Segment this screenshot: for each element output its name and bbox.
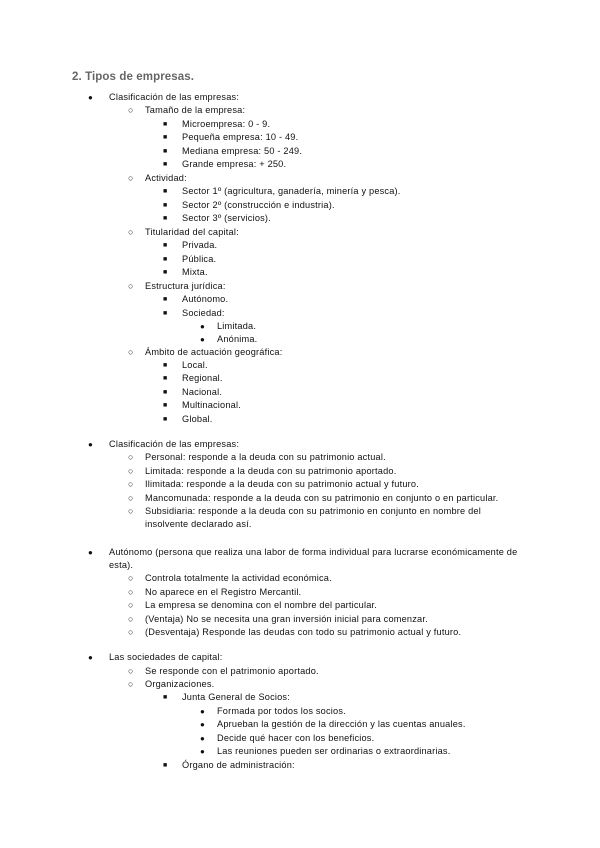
circle-bullet-icon: ○	[128, 227, 134, 237]
disc-bullet-icon: ●	[88, 548, 93, 557]
page-title: 2. Tipos de empresas.	[72, 71, 195, 83]
list-item: Local.	[182, 360, 208, 370]
section-4-label: Las sociedades de capital:	[109, 652, 223, 662]
circle-bullet-icon: ○	[128, 627, 134, 637]
disc-bullet-icon: ●	[200, 720, 205, 729]
circle-bullet-icon: ○	[128, 105, 134, 115]
circle-bullet-icon: ○	[128, 600, 134, 610]
list-item: (Ventaja) No se necesita una gran inversión inicial para comenzar.	[145, 614, 428, 624]
list-item: No aparece en el Registro Mercantil.	[145, 587, 302, 597]
list-item: Autónomo.	[182, 294, 229, 304]
square-bullet-icon: ■	[163, 161, 168, 168]
list-item: (Desventaja) Responde las deudas con todo su patrimonio actual y futuro.	[145, 627, 462, 637]
square-bullet-icon: ■	[163, 310, 168, 317]
square-bullet-icon: ■	[163, 256, 168, 263]
section-1-label: Clasificación de las empresas:	[109, 92, 240, 102]
circle-bullet-icon: ○	[128, 452, 134, 462]
list-item: Anónima.	[217, 334, 258, 344]
list-item: Las reuniones pueden ser ordinarias o extraordinarias.	[217, 746, 451, 756]
list-item: Nacional.	[182, 387, 223, 397]
square-bullet-icon: ■	[163, 694, 168, 701]
square-bullet-icon: ■	[163, 416, 168, 423]
section-3-label: Autónomo (persona que realiza una labor de forma individual para lucrarse económicamente de esta).	[109, 547, 518, 570]
disc-bullet-icon: ●	[200, 747, 205, 756]
circle-bullet-icon: ○	[128, 466, 134, 476]
list-item: Limitada: responde a la deuda con su patrimonio aportado.	[145, 466, 397, 476]
circle-bullet-icon: ○	[128, 493, 134, 503]
list-item: Pública.	[182, 254, 217, 264]
group-label: Tamaño de la empresa:	[145, 105, 246, 115]
list-item: Junta General de Socios:	[182, 692, 290, 702]
list-item: Mixta.	[182, 267, 208, 277]
square-bullet-icon: ■	[163, 362, 168, 369]
circle-bullet-icon: ○	[128, 281, 134, 291]
circle-bullet-icon: ○	[128, 173, 134, 183]
square-bullet-icon: ■	[163, 202, 168, 209]
circle-bullet-icon: ○	[128, 679, 134, 689]
list-item: Grande empresa: + 250.	[182, 159, 287, 169]
list-item: Sector 1º (agricultura, ganadería, minería y pesca).	[182, 186, 401, 196]
list-item: Microempresa: 0 - 9.	[182, 119, 271, 129]
disc-bullet-icon: ●	[88, 93, 93, 102]
list-item: Formada por todos los socios.	[217, 706, 346, 716]
disc-bullet-icon: ●	[88, 653, 93, 662]
list-item: Limitada.	[217, 321, 257, 331]
list-item: Privada.	[182, 240, 218, 250]
list-item: Sociedad:	[182, 308, 225, 318]
list-item: Regional.	[182, 373, 223, 383]
group-label: Ámbito de actuación geográfica:	[145, 347, 283, 357]
circle-bullet-icon: ○	[128, 506, 134, 516]
square-bullet-icon: ■	[163, 389, 168, 396]
list-item: Mediana empresa: 50 - 249.	[182, 146, 303, 156]
list-item: Aprueban la gestión de la dirección y las cuentas anuales.	[217, 719, 466, 729]
disc-bullet-icon: ●	[88, 440, 93, 449]
list-item: Sector 2º (construcción e industria).	[182, 200, 335, 210]
square-bullet-icon: ■	[163, 402, 168, 409]
square-bullet-icon: ■	[163, 188, 168, 195]
square-bullet-icon: ■	[163, 242, 168, 249]
list-item: Organizaciones.	[145, 679, 215, 689]
group-label: Titularidad del capital:	[145, 227, 239, 237]
circle-bullet-icon: ○	[128, 666, 134, 676]
circle-bullet-icon: ○	[128, 347, 134, 357]
list-item: Subsidiaria: responde a la deuda con su patrimonio en conjunto en nombre del insolvente declarado así.	[145, 506, 481, 529]
list-item: Sector 3º (servicios).	[182, 213, 271, 223]
section-2-label: Clasificación de las empresas:	[109, 439, 240, 449]
disc-bullet-icon: ●	[200, 335, 205, 344]
group-label: Actividad:	[145, 173, 187, 183]
square-bullet-icon: ■	[163, 215, 168, 222]
list-item: Controla totalmente la actividad económica.	[145, 573, 332, 583]
square-bullet-icon: ■	[163, 269, 168, 276]
square-bullet-icon: ■	[163, 762, 168, 769]
list-item: Órgano de administración:	[182, 760, 295, 770]
circle-bullet-icon: ○	[128, 587, 134, 597]
square-bullet-icon: ■	[163, 148, 168, 155]
circle-bullet-icon: ○	[128, 614, 134, 624]
list-item: Personal: responde a la deuda con su patrimonio actual.	[145, 452, 386, 462]
list-item: Multinacional.	[182, 400, 241, 410]
list-item: Pequeña empresa: 10 - 49.	[182, 132, 299, 142]
list-item: Ilimitada: responde a la deuda con su patrimonio actual y futuro.	[145, 479, 419, 489]
list-item: Global.	[182, 414, 213, 424]
list-item: Se responde con el patrimonio aportado.	[145, 666, 319, 676]
circle-bullet-icon: ○	[128, 479, 134, 489]
square-bullet-icon: ■	[163, 296, 168, 303]
square-bullet-icon: ■	[163, 134, 168, 141]
list-item: Mancomunada: responde a la deuda con su patrimonio en conjunto o en particular.	[145, 493, 499, 503]
list-item: Decide qué hacer con los beneficios.	[217, 733, 375, 743]
list-item: La empresa se denomina con el nombre del particular.	[145, 600, 378, 610]
disc-bullet-icon: ●	[200, 734, 205, 743]
group-label: Estructura jurídica:	[145, 281, 226, 291]
disc-bullet-icon: ●	[200, 707, 205, 716]
square-bullet-icon: ■	[163, 121, 168, 128]
square-bullet-icon: ■	[163, 375, 168, 382]
disc-bullet-icon: ●	[200, 322, 205, 331]
circle-bullet-icon: ○	[128, 573, 134, 583]
